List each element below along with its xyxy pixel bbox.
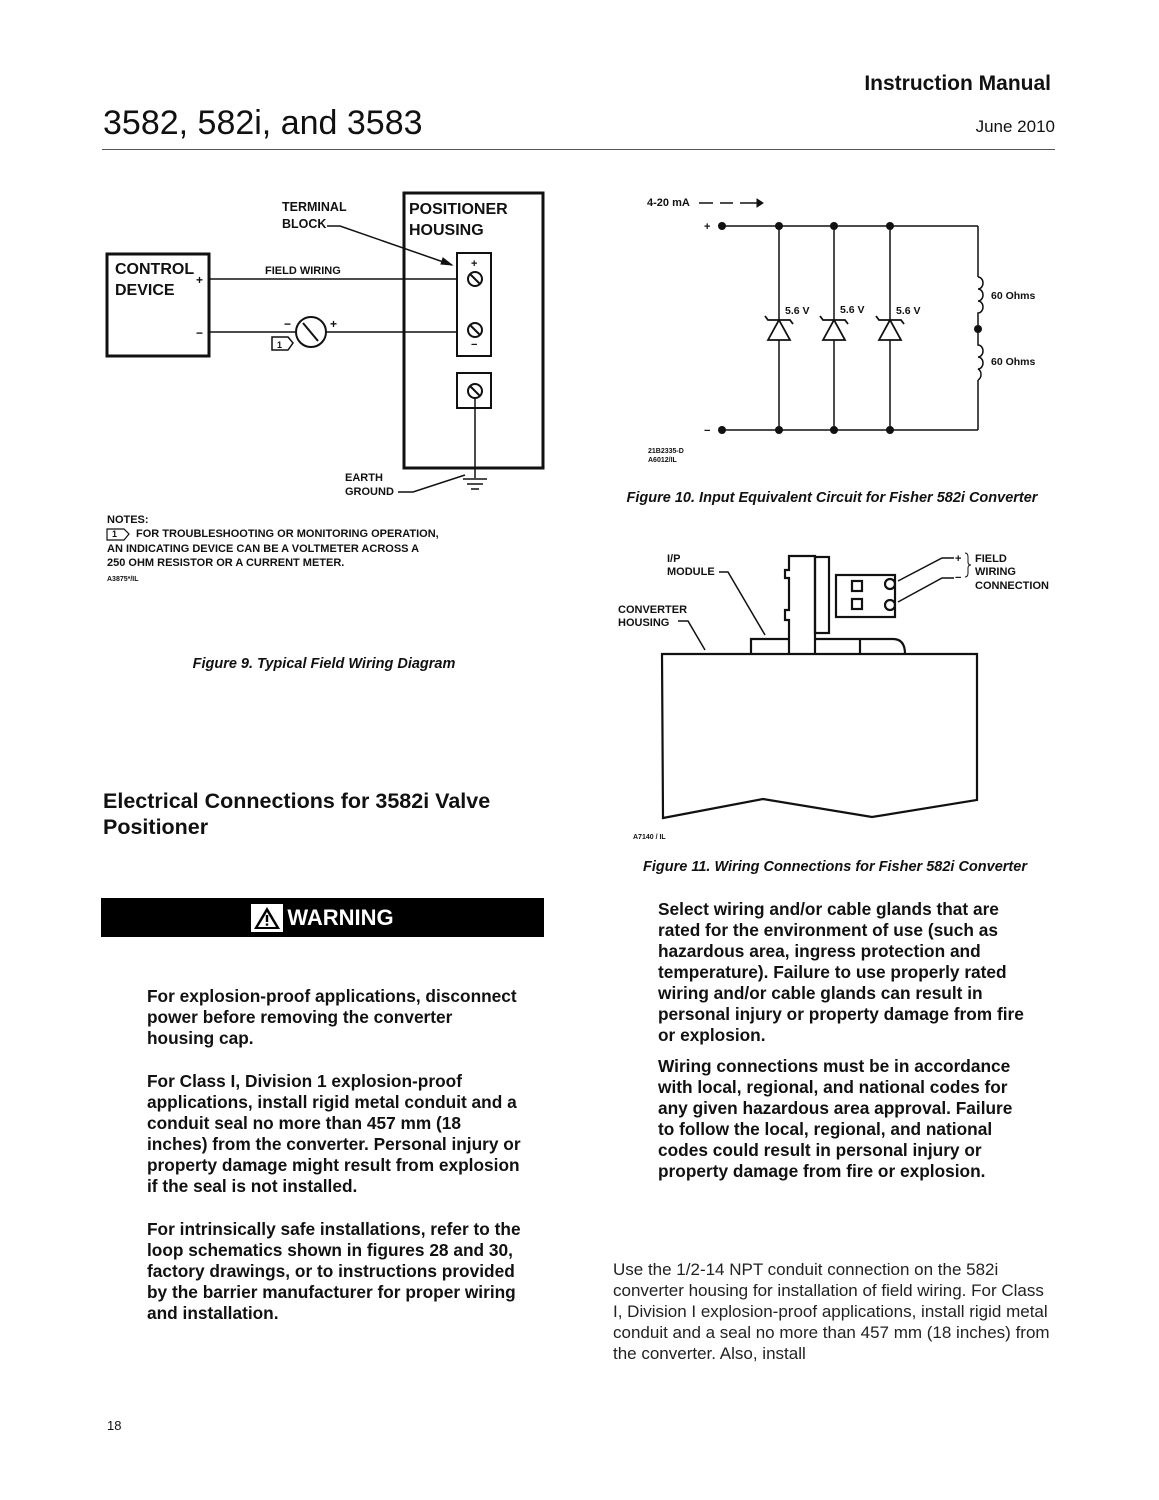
warning-paragraph: Wiring connections must be in accordance with local, regional, and national codes for any given hazardous area approval. Failure to follow the local, regional, and national codes could result in personal injury or property damage from fire or explosion. [658,1056,1013,1181]
plus-terminal: + [704,221,711,233]
label-field-wiring: FIELD WIRING [265,265,341,277]
label-current: 4-20 mA [647,197,690,209]
notes-title: NOTES: [107,514,149,526]
note-line-2: AN INDICATING DEVICE CAN BE A VOLTMETER ACROSS A [107,543,420,555]
warning-paragraph: Select wiring and/or cable glands that are rated for the environment of use (such as hazardous area, ingress protection and temperature). Failure to use properly rated wiring and/or cable glands can result in personal injury or property damage from fire or explosion. [658,899,1024,1045]
warning-text-right [658,899,1028,1192]
inductor-label-1: 60 Ohms [991,290,1036,302]
label-device: DEVICE [115,282,175,299]
minus-sign: − [196,326,204,340]
figure-11-caption: Figure 11. Wiring Connections for Fisher 582i Converter [643,859,1027,875]
label-housing: HOUSING [618,617,670,629]
figure-code: A7140 / IL [633,834,666,841]
body-paragraph: Use the 1/2-14 NPT conduit connection on the 582i converter housing for installation of field wiring. For Class I, Division I explosion-proof applications, install rigid metal conduit and a seal no more than 457 mm (18 inches) from the converter. Also, install [613,1260,1050,1363]
plus-sign: + [955,553,962,565]
document-type: Instruction Manual [864,72,1051,95]
page-number: 18 [107,1418,122,1433]
section-heading: Electrical Connections for 3582i Valve Positioner [103,789,491,839]
meter-plus: + [330,317,338,331]
warning-paragraph: For intrinsically safe installations, refer to the loop schematics shown in figures 28 and 30, factory drawings, or to instructions provided by the barrier manufacturer for proper wiring and installation. [147,1219,521,1323]
minus-terminal: − [704,425,711,437]
terminal-minus: − [471,339,478,351]
figure-code: A3875*/IL [107,576,139,583]
label-ground: GROUND [345,486,394,498]
label-earth: EARTH [345,472,383,484]
label-positioner: POSITIONER [409,201,508,218]
label-ip: I/P [667,553,681,565]
warning-paragraph: For Class I, Division 1 explosion-proof applications, install rigid metal conduit and a conduit seal no more than 457 mm (18 inches) from the converter. Personal injury or property damage might result from explosion if the seal is not installed. [147,1071,521,1196]
warning-paragraph: For explosion-proof applications, disconnect power before removing the converter housing cap. [147,986,517,1048]
label-connection: CONNECTION [975,580,1049,592]
zener-label: 5.6 V [896,305,921,317]
note-marker: 1 [112,529,118,539]
warning-label: WARNING [287,904,394,930]
zener-label: 5.6 V [785,305,810,317]
zener-label: 5.6 V [840,304,865,316]
publication-date: June 2010 [975,117,1055,136]
label-field: FIELD [975,553,1007,565]
label-converter: CONVERTER [618,604,688,616]
note-marker: 1 [277,340,283,350]
inductor-label-2: 60 Ohms [991,356,1036,368]
figure-9-caption: Figure 9. Typical Field Wiring Diagram [192,656,456,672]
label-housing: HOUSING [409,222,484,239]
warning-banner [101,898,544,937]
label-control: CONTROL [115,261,195,278]
figure-code: A6012/IL [648,457,677,464]
meter-minus: − [284,317,292,331]
label-block: BLOCK [282,217,327,231]
warning-triangle-icon [251,904,283,932]
label-module: MODULE [667,566,715,578]
note-line-3: 250 OHM RESISTOR OR A CURRENT METER. [107,557,345,569]
figure-10-caption: Figure 10. Input Equivalent Circuit for Fisher 582i Converter [626,490,1038,506]
warning-text-left [147,986,522,1346]
minus-sign: − [955,572,962,584]
terminal-plus: + [471,258,478,270]
note-line-1: FOR TROUBLESHOOTING OR MONITORING OPERATION, [136,528,439,540]
page-title: 3582, 582i, and 3583 [103,104,423,142]
label-terminal: TERMINAL [282,200,347,214]
label-wiring: WIRING [975,566,1016,578]
plus-sign: + [196,273,204,287]
figure-code: 21B2335-D [648,448,684,455]
